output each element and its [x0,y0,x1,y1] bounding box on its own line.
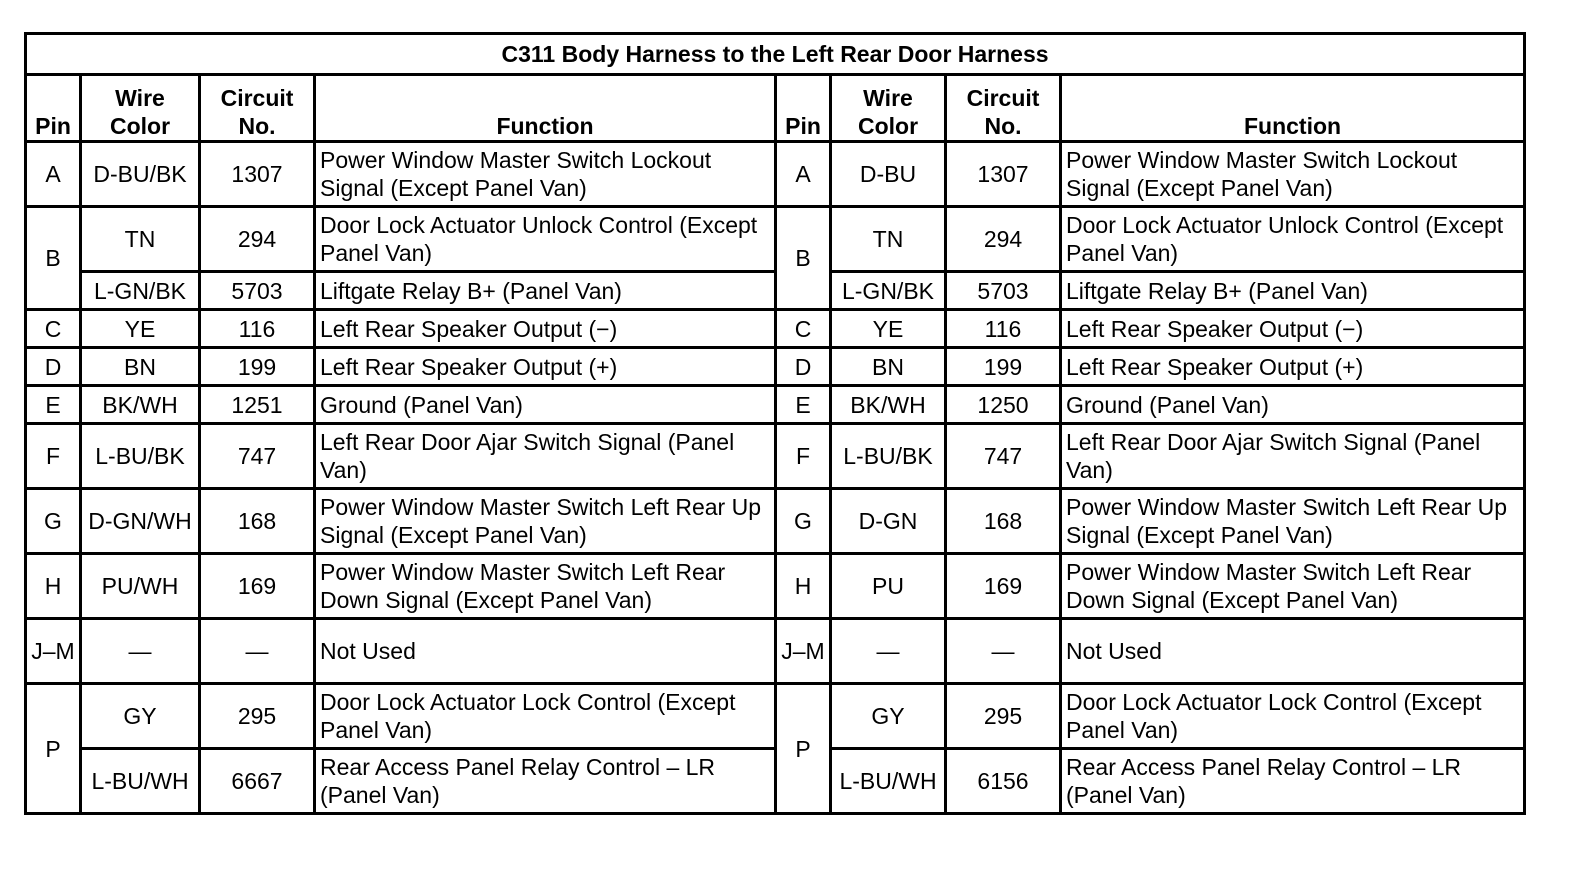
table-row [26,272,1525,310]
wire-color-cell: BN [831,348,946,386]
wire-color-cell: L-GN/BK [831,272,946,310]
pin-cell: H [776,554,831,619]
function-cell: Left Rear Door Ajar Switch Signal (Panel Van) [315,424,776,489]
pin-cell: A [26,142,81,207]
circuit-cell: — [946,619,1061,684]
table-row [26,489,1525,554]
circuit-cell: — [200,619,315,684]
table-row [26,619,1525,684]
function-cell: Not Used [315,619,776,684]
circuit-cell: 116 [200,310,315,348]
pin-cell: G [26,489,81,554]
pin-cell: J–M [26,619,81,684]
wire-color-cell: YE [81,310,200,348]
header-wire-color: Wire Color [831,75,946,142]
circuit-cell: 169 [200,554,315,619]
table-row [26,310,1525,348]
pin-cell: P [26,684,81,814]
connector-table [24,32,1526,815]
wire-color-cell: L-GN/BK [81,272,200,310]
header-wire-color: Wire Color [81,75,200,142]
pin-cell: E [776,386,831,424]
circuit-cell: 1307 [200,142,315,207]
function-cell: Power Window Master Switch Lockout Signal (Except Panel Van) [315,142,776,207]
function-cell: Door Lock Actuator Unlock Control (Except Panel Van) [1061,207,1525,272]
pin-cell: D [776,348,831,386]
function-cell: Door Lock Actuator Lock Control (Except Panel Van) [315,684,776,749]
function-cell: Left Rear Speaker Output (+) [1061,348,1525,386]
wire-color-cell: L-BU/WH [81,749,200,814]
function-cell: Not Used [1061,619,1525,684]
wire-color-cell: — [831,619,946,684]
pin-cell: F [26,424,81,489]
circuit-cell: 1251 [200,386,315,424]
function-cell: Left Rear Speaker Output (+) [315,348,776,386]
wire-color-cell: D-GN [831,489,946,554]
circuit-cell: 6667 [200,749,315,814]
function-cell: Power Window Master Switch Left Rear Down Signal (Except Panel Van) [1061,554,1525,619]
header-function: Function [315,75,776,142]
circuit-cell: 199 [946,348,1061,386]
pin-cell: H [26,554,81,619]
wire-color-cell: BK/WH [831,386,946,424]
wire-color-cell: BK/WH [81,386,200,424]
wire-color-cell: — [81,619,200,684]
function-cell: Liftgate Relay B+ (Panel Van) [315,272,776,310]
wire-color-cell: L-BU/BK [81,424,200,489]
circuit-cell: 199 [200,348,315,386]
circuit-cell: 1250 [946,386,1061,424]
function-cell: Power Window Master Switch Left Rear Up Signal (Except Panel Van) [315,489,776,554]
pin-cell: B [776,207,831,310]
table-row [26,554,1525,619]
wire-color-cell: D-BU/BK [81,142,200,207]
circuit-cell: 116 [946,310,1061,348]
table-row [26,386,1525,424]
circuit-cell: 6156 [946,749,1061,814]
circuit-cell: 1307 [946,142,1061,207]
pin-cell: B [26,207,81,310]
circuit-cell: 169 [946,554,1061,619]
function-cell: Left Rear Speaker Output (−) [315,310,776,348]
function-cell: Power Window Master Switch Lockout Signal (Except Panel Van) [1061,142,1525,207]
pin-cell: F [776,424,831,489]
wire-color-cell: L-BU/WH [831,749,946,814]
circuit-cell: 168 [200,489,315,554]
circuit-cell: 294 [200,207,315,272]
table-row [26,749,1525,814]
table-row [26,142,1525,207]
header-circuit: Circuit No. [946,75,1061,142]
circuit-cell: 747 [200,424,315,489]
header-circuit: Circuit No. [200,75,315,142]
table-row [26,207,1525,272]
function-cell: Door Lock Actuator Unlock Control (Except Panel Van) [315,207,776,272]
pin-cell: E [26,386,81,424]
wire-color-cell: YE [831,310,946,348]
header-function: Function [1061,75,1525,142]
function-cell: Power Window Master Switch Left Rear Down Signal (Except Panel Van) [315,554,776,619]
header-pin: Pin [776,75,831,142]
function-cell: Liftgate Relay B+ (Panel Van) [1061,272,1525,310]
pin-cell: P [776,684,831,814]
function-cell: Rear Access Panel Relay Control – LR (Panel Van) [1061,749,1525,814]
circuit-cell: 5703 [200,272,315,310]
function-cell: Door Lock Actuator Lock Control (Except Panel Van) [1061,684,1525,749]
pin-cell: C [776,310,831,348]
function-cell: Power Window Master Switch Left Rear Up Signal (Except Panel Van) [1061,489,1525,554]
wire-color-cell: D-GN/WH [81,489,200,554]
wire-color-cell: L-BU/BK [831,424,946,489]
pin-cell: J–M [776,619,831,684]
pin-cell: D [26,348,81,386]
pin-cell: C [26,310,81,348]
function-cell: Ground (Panel Van) [315,386,776,424]
wire-color-cell: GY [831,684,946,749]
wire-color-cell: PU [831,554,946,619]
function-cell: Rear Access Panel Relay Control – LR (Panel Van) [315,749,776,814]
circuit-cell: 295 [200,684,315,749]
wire-color-cell: D-BU [831,142,946,207]
wire-color-cell: PU/WH [81,554,200,619]
table-row [26,424,1525,489]
circuit-cell: 168 [946,489,1061,554]
table-title: C311 Body Harness to the Left Rear Door Harness [26,34,1525,75]
table-row [26,348,1525,386]
table-row [26,684,1525,749]
header-pin: Pin [26,75,81,142]
function-cell: Ground (Panel Van) [1061,386,1525,424]
pin-cell: G [776,489,831,554]
circuit-cell: 295 [946,684,1061,749]
function-cell: Left Rear Door Ajar Switch Signal (Panel Van) [1061,424,1525,489]
circuit-cell: 5703 [946,272,1061,310]
circuit-cell: 747 [946,424,1061,489]
wire-color-cell: BN [81,348,200,386]
wire-color-cell: TN [81,207,200,272]
wire-color-cell: GY [81,684,200,749]
function-cell: Left Rear Speaker Output (−) [1061,310,1525,348]
pin-cell: A [776,142,831,207]
circuit-cell: 294 [946,207,1061,272]
wire-color-cell: TN [831,207,946,272]
